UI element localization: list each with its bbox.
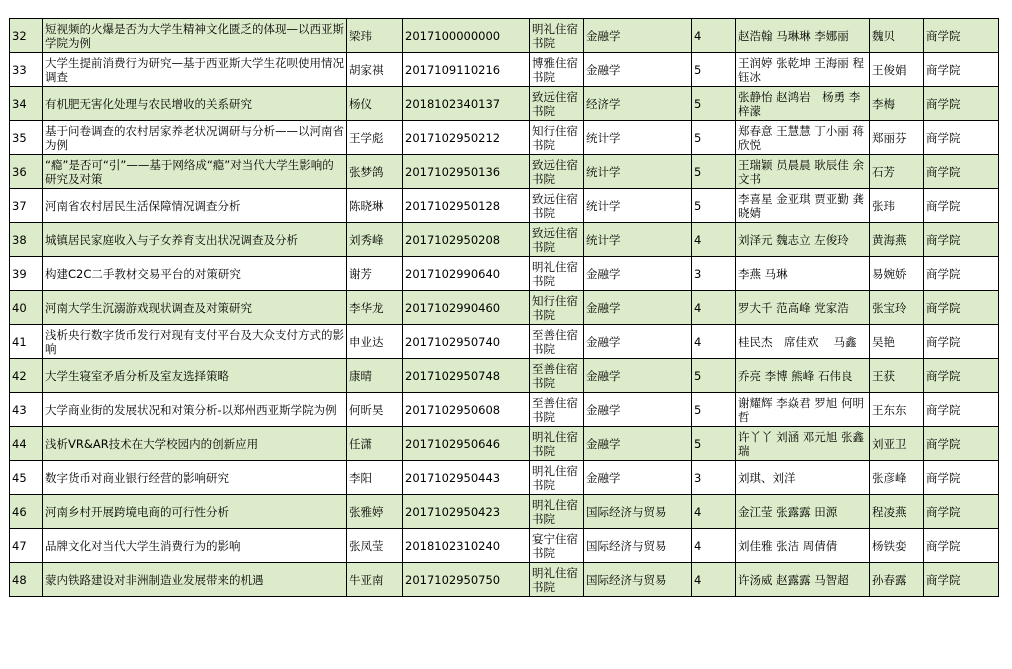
college-name: 至善住宿书院 bbox=[530, 393, 584, 427]
row-number: 33 bbox=[10, 53, 43, 87]
project-title: 蒙内铁路建设对非洲制造业发展带来的机遇 bbox=[43, 563, 347, 597]
member-count: 5 bbox=[692, 427, 736, 461]
project-title: 有机肥无害化处理与农民增收的关系研究 bbox=[43, 87, 347, 121]
leader-name: 杨仪 bbox=[347, 87, 403, 121]
leader-name: 张梦鸽 bbox=[347, 155, 403, 189]
leader-name: 申业达 bbox=[347, 325, 403, 359]
student-id: 2017102950128 bbox=[403, 189, 530, 223]
student-id: 2017102950423 bbox=[403, 495, 530, 529]
advisor-name: 杨铁娈 bbox=[870, 529, 924, 563]
table-row bbox=[10, 223, 999, 257]
leader-name: 李华龙 bbox=[347, 291, 403, 325]
college-name: 宴宁住宿书院 bbox=[530, 529, 584, 563]
member-count: 5 bbox=[692, 53, 736, 87]
project-title: 品牌文化对当代大学生消费行为的影响 bbox=[43, 529, 347, 563]
major-name: 经济学 bbox=[584, 87, 692, 121]
row-number: 39 bbox=[10, 257, 43, 291]
student-id: 2017102950646 bbox=[403, 427, 530, 461]
major-name: 金融学 bbox=[584, 325, 692, 359]
major-name: 金融学 bbox=[584, 257, 692, 291]
row-number: 43 bbox=[10, 393, 43, 427]
student-id: 2018102340137 bbox=[403, 87, 530, 121]
project-title: 大学商业街的发展状况和对策分析-以郑州西亚斯学院为例 bbox=[43, 393, 347, 427]
table-row bbox=[10, 495, 999, 529]
major-name: 金融学 bbox=[584, 427, 692, 461]
advisor-name: 王东东 bbox=[870, 393, 924, 427]
leader-name: 陈晓琳 bbox=[347, 189, 403, 223]
leader-name: 康晴 bbox=[347, 359, 403, 393]
advisor-name: 吴艳 bbox=[870, 325, 924, 359]
college-name: 明礼住宿书院 bbox=[530, 461, 584, 495]
table-row bbox=[10, 325, 999, 359]
student-id: 2017102950608 bbox=[403, 393, 530, 427]
table-row bbox=[10, 393, 999, 427]
school-name: 商学院 bbox=[924, 427, 999, 461]
student-id: 2018102310240 bbox=[403, 529, 530, 563]
school-name: 商学院 bbox=[924, 325, 999, 359]
member-names: 王润婷 张乾坤 王海丽 程钰冰 bbox=[736, 53, 870, 87]
member-count: 5 bbox=[692, 121, 736, 155]
school-name: 商学院 bbox=[924, 291, 999, 325]
member-names: 金江莹 张露露 田源 bbox=[736, 495, 870, 529]
major-name: 金融学 bbox=[584, 461, 692, 495]
major-name: 统计学 bbox=[584, 155, 692, 189]
leader-name: 张凤莹 bbox=[347, 529, 403, 563]
row-number: 34 bbox=[10, 87, 43, 121]
row-number: 38 bbox=[10, 223, 43, 257]
student-id: 2017102950208 bbox=[403, 223, 530, 257]
student-id: 2017100000000 bbox=[403, 19, 530, 53]
college-name: 知行住宿书院 bbox=[530, 291, 584, 325]
advisor-name: 张宝玲 bbox=[870, 291, 924, 325]
project-title: 短视频的火爆是否为大学生精神文化匮乏的体现—以西亚斯学院为例 bbox=[43, 19, 347, 53]
college-name: 明礼住宿书院 bbox=[530, 427, 584, 461]
member-count: 3 bbox=[692, 461, 736, 495]
leader-name: 谢芳 bbox=[347, 257, 403, 291]
row-number: 40 bbox=[10, 291, 43, 325]
member-count: 4 bbox=[692, 223, 736, 257]
project-title: 大学生提前消费行为研究—基于西亚斯大学生花呗使用情况调查 bbox=[43, 53, 347, 87]
row-number: 48 bbox=[10, 563, 43, 597]
member-names: 李喜星 金亚琪 贾亚勤 龚晓婧 bbox=[736, 189, 870, 223]
member-names: 桂民杰 席佳欢 马鑫 bbox=[736, 325, 870, 359]
college-name: 致远住宿书院 bbox=[530, 223, 584, 257]
school-name: 商学院 bbox=[924, 53, 999, 87]
table-row bbox=[10, 427, 999, 461]
member-names: 许丫丫 刘涵 邓元旭 张鑫瑞 bbox=[736, 427, 870, 461]
advisor-name: 石芳 bbox=[870, 155, 924, 189]
member-count: 4 bbox=[692, 325, 736, 359]
member-names: 赵浩翰 马琳琳 李娜丽 bbox=[736, 19, 870, 53]
advisor-name: 易婉娇 bbox=[870, 257, 924, 291]
table-row bbox=[10, 291, 999, 325]
table-row bbox=[10, 19, 999, 53]
major-name: 统计学 bbox=[584, 223, 692, 257]
school-name: 商学院 bbox=[924, 495, 999, 529]
table-row bbox=[10, 563, 999, 597]
member-count: 4 bbox=[692, 529, 736, 563]
member-names: 张静怡 赵鸿岩 杨勇 李梓濛 bbox=[736, 87, 870, 121]
table-row bbox=[10, 529, 999, 563]
member-count: 5 bbox=[692, 189, 736, 223]
project-title: 河南省农村居民生活保障情况调查分析 bbox=[43, 189, 347, 223]
advisor-name: 魏贝 bbox=[870, 19, 924, 53]
school-name: 商学院 bbox=[924, 359, 999, 393]
school-name: 商学院 bbox=[924, 189, 999, 223]
table-row bbox=[10, 53, 999, 87]
college-name: 致远住宿书院 bbox=[530, 155, 584, 189]
member-count: 4 bbox=[692, 291, 736, 325]
student-id: 2017102950750 bbox=[403, 563, 530, 597]
advisor-name: 孙春露 bbox=[870, 563, 924, 597]
major-name: 金融学 bbox=[584, 359, 692, 393]
college-name: 至善住宿书院 bbox=[530, 325, 584, 359]
member-names: 王瑞颖 员晨晨 耿辰佳 余文书 bbox=[736, 155, 870, 189]
table-row bbox=[10, 461, 999, 495]
student-id: 2017102950212 bbox=[403, 121, 530, 155]
advisor-name: 刘亚卫 bbox=[870, 427, 924, 461]
major-name: 统计学 bbox=[584, 189, 692, 223]
major-name: 金融学 bbox=[584, 393, 692, 427]
college-name: 明礼住宿书院 bbox=[530, 19, 584, 53]
school-name: 商学院 bbox=[924, 563, 999, 597]
advisor-name: 张彦峰 bbox=[870, 461, 924, 495]
table-row bbox=[10, 121, 999, 155]
table-row bbox=[10, 87, 999, 121]
project-title: 城镇居民家庭收入与子女养育支出状况调查及分析 bbox=[43, 223, 347, 257]
leader-name: 梁玮 bbox=[347, 19, 403, 53]
college-name: 明礼住宿书院 bbox=[530, 563, 584, 597]
member-names: 李燕 马琳 bbox=[736, 257, 870, 291]
school-name: 商学院 bbox=[924, 155, 999, 189]
row-number: 35 bbox=[10, 121, 43, 155]
row-number: 46 bbox=[10, 495, 43, 529]
member-count: 4 bbox=[692, 495, 736, 529]
leader-name: 何昕昊 bbox=[347, 393, 403, 427]
member-names: 乔亮 李博 熊峰 石伟良 bbox=[736, 359, 870, 393]
advisor-name: 黄海燕 bbox=[870, 223, 924, 257]
school-name: 商学院 bbox=[924, 529, 999, 563]
college-name: 明礼住宿书院 bbox=[530, 257, 584, 291]
major-name: 金融学 bbox=[584, 19, 692, 53]
advisor-name: 王俊娟 bbox=[870, 53, 924, 87]
member-names: 刘琪、刘洋 bbox=[736, 461, 870, 495]
college-name: 博雅住宿书院 bbox=[530, 53, 584, 87]
major-name: 金融学 bbox=[584, 53, 692, 87]
leader-name: 王学彪 bbox=[347, 121, 403, 155]
row-number: 42 bbox=[10, 359, 43, 393]
member-count: 4 bbox=[692, 19, 736, 53]
member-count: 5 bbox=[692, 393, 736, 427]
advisor-name: 王获 bbox=[870, 359, 924, 393]
student-id: 2017102950136 bbox=[403, 155, 530, 189]
advisor-name: 李梅 bbox=[870, 87, 924, 121]
member-names: 许汤威 赵露露 马智超 bbox=[736, 563, 870, 597]
member-count: 5 bbox=[692, 359, 736, 393]
college-name: 致远住宿书院 bbox=[530, 87, 584, 121]
row-number: 41 bbox=[10, 325, 43, 359]
leader-name: 张雅婷 bbox=[347, 495, 403, 529]
student-id: 2017102950443 bbox=[403, 461, 530, 495]
leader-name: 胡家祺 bbox=[347, 53, 403, 87]
major-name: 金融学 bbox=[584, 291, 692, 325]
college-name: 知行住宿书院 bbox=[530, 121, 584, 155]
project-title: 河南大学生沉溺游戏现状调查及对策研究 bbox=[43, 291, 347, 325]
student-id: 2017102990640 bbox=[403, 257, 530, 291]
member-count: 5 bbox=[692, 155, 736, 189]
project-table bbox=[9, 18, 999, 597]
college-name: 至善住宿书院 bbox=[530, 359, 584, 393]
college-name: 致远住宿书院 bbox=[530, 189, 584, 223]
leader-name: 李阳 bbox=[347, 461, 403, 495]
row-number: 47 bbox=[10, 529, 43, 563]
school-name: 商学院 bbox=[924, 393, 999, 427]
table-row bbox=[10, 189, 999, 223]
major-name: 国际经济与贸易 bbox=[584, 563, 692, 597]
row-number: 44 bbox=[10, 427, 43, 461]
advisor-name: 程凌燕 bbox=[870, 495, 924, 529]
school-name: 商学院 bbox=[924, 121, 999, 155]
member-names: 刘佳雅 张洁 周倩倩 bbox=[736, 529, 870, 563]
leader-name: 刘秀峰 bbox=[347, 223, 403, 257]
school-name: 商学院 bbox=[924, 223, 999, 257]
project-title: 浅析VR&AR技术在大学校园内的创新应用 bbox=[43, 427, 347, 461]
student-id: 2017102950748 bbox=[403, 359, 530, 393]
table-row bbox=[10, 257, 999, 291]
project-title: 大学生寝室矛盾分析及室友选择策略 bbox=[43, 359, 347, 393]
project-title: 基于问卷调查的农村居家养老状况调研与分析——以河南省为例 bbox=[43, 121, 347, 155]
major-name: 统计学 bbox=[584, 121, 692, 155]
row-number: 32 bbox=[10, 19, 43, 53]
student-id: 2017109110216 bbox=[403, 53, 530, 87]
project-title: “瘾”是否可“引”——基于网络成“瘾”对当代大学生影响的研究及对策 bbox=[43, 155, 347, 189]
major-name: 国际经济与贸易 bbox=[584, 495, 692, 529]
member-names: 罗大千 范高峰 党家浩 bbox=[736, 291, 870, 325]
student-id: 2017102950740 bbox=[403, 325, 530, 359]
project-title: 河南乡村开展跨境电商的可行性分析 bbox=[43, 495, 347, 529]
row-number: 45 bbox=[10, 461, 43, 495]
school-name: 商学院 bbox=[924, 87, 999, 121]
row-number: 36 bbox=[10, 155, 43, 189]
student-id: 2017102990460 bbox=[403, 291, 530, 325]
advisor-name: 张玮 bbox=[870, 189, 924, 223]
school-name: 商学院 bbox=[924, 19, 999, 53]
advisor-name: 郑丽芬 bbox=[870, 121, 924, 155]
member-names: 刘泽元 魏志立 左俊玲 bbox=[736, 223, 870, 257]
college-name: 明礼住宿书院 bbox=[530, 495, 584, 529]
member-count: 5 bbox=[692, 87, 736, 121]
major-name: 国际经济与贸易 bbox=[584, 529, 692, 563]
member-count: 4 bbox=[692, 563, 736, 597]
project-title: 数字货币对商业银行经营的影响研究 bbox=[43, 461, 347, 495]
project-title: 构建C2C二手教材交易平台的对策研究 bbox=[43, 257, 347, 291]
school-name: 商学院 bbox=[924, 461, 999, 495]
member-count: 3 bbox=[692, 257, 736, 291]
member-names: 谢耀辉 李焱君 罗旭 何明哲 bbox=[736, 393, 870, 427]
member-names: 郑春意 王慧慧 丁小丽 蒋欣悦 bbox=[736, 121, 870, 155]
table-row bbox=[10, 155, 999, 189]
table-row bbox=[10, 359, 999, 393]
leader-name: 牛亚南 bbox=[347, 563, 403, 597]
school-name: 商学院 bbox=[924, 257, 999, 291]
leader-name: 任潇 bbox=[347, 427, 403, 461]
project-title: 浅析央行数字货币发行对现有支付平台及大众支付方式的影响 bbox=[43, 325, 347, 359]
row-number: 37 bbox=[10, 189, 43, 223]
